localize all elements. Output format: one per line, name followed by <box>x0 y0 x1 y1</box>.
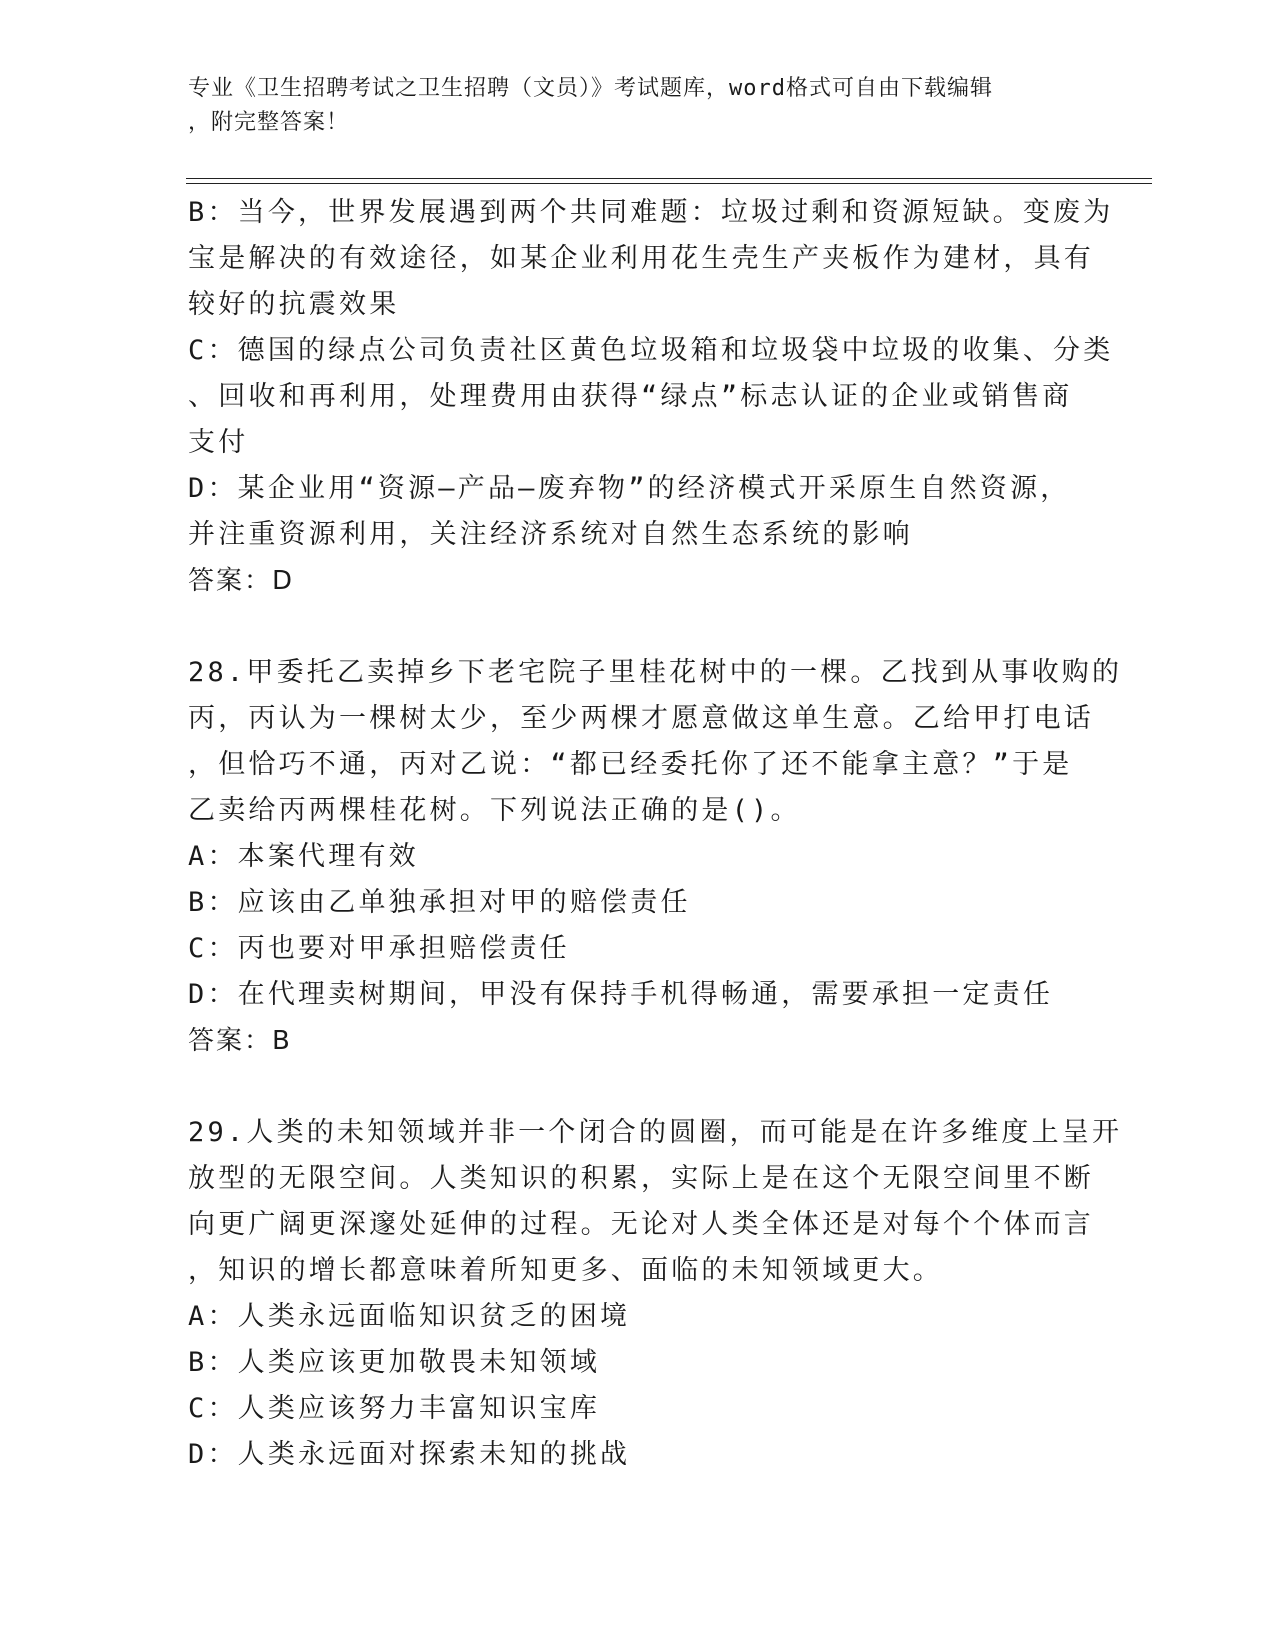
stem-line: 28.甲委托乙卖掉乡下老宅院子里桂花树中的一棵。乙找到从事收购的 <box>188 657 1123 688</box>
option-line: 、回收和再利用，处理费用由获得“绿点”标志认证的企业或销售商 <box>188 381 1073 412</box>
stem-line: ，知识的增长都意味着所知更多、面临的未知领域更大。 <box>188 1255 943 1286</box>
question-28-option-a: A：本案代理有效 <box>188 841 419 872</box>
question-27-option-c <box>188 328 1114 466</box>
question-29-option-d: D：人类永远面对探索未知的挑战 <box>188 1439 631 1470</box>
option-line: D：某企业用“资源—产品—废弃物”的经济模式开采原生自然资源， <box>188 473 1071 504</box>
stem-line: 乙卖给丙两棵桂花树。下列说法正确的是()。 <box>188 795 801 826</box>
header-divider-top <box>186 178 1152 179</box>
question-28-option-b: B：应该由乙单独承担对甲的赔偿责任 <box>188 887 691 918</box>
stem-line: 放型的无限空间。人类知识的积累，实际上是在这个无限空间里不断 <box>188 1163 1094 1194</box>
spacer <box>188 604 1088 650</box>
stem-line: 29.人类的未知领域并非一个闭合的圆圈，而可能是在许多维度上呈开 <box>188 1117 1123 1148</box>
question-27 <box>188 190 1114 604</box>
question-28-answer: 答案：B <box>188 1026 292 1056</box>
option-line: 宝是解决的有效途径，如某企业利用花生壳生产夹板作为建材，具有 <box>188 243 1094 274</box>
question-28-option-c: C：丙也要对甲承担赔偿责任 <box>188 933 570 964</box>
header-divider-bottom <box>186 183 1152 184</box>
question-29 <box>188 1110 1123 1478</box>
question-29-option-a: A：人类永远面临知识贫乏的困境 <box>188 1301 631 1332</box>
option-line: C：德国的绿点公司负责社区黄色垃圾箱和垃圾袋中垃圾的收集、分类 <box>188 335 1114 366</box>
option-line: 较好的抗震效果 <box>188 289 400 320</box>
option-line: 并注重资源利用，关注经济系统对自然生态系统的影响 <box>188 519 913 550</box>
document-header <box>188 72 1088 140</box>
question-29-option-b: B：人类应该更加敬畏未知领域 <box>188 1347 601 1378</box>
stem-line: ，但恰巧不通，丙对乙说：“都已经委托你了还不能拿主意？”于是 <box>188 749 1073 780</box>
header-line-1: 专业《卫生招聘考试之卫生招聘（文员）》考试题库，word格式可自由下载编辑 <box>188 76 993 101</box>
question-28 <box>188 650 1123 1064</box>
question-27-option-b <box>188 190 1114 328</box>
spacer <box>188 1064 1088 1110</box>
question-27-answer: 答案：D <box>188 566 295 596</box>
header-line-2: ，附完整答案！ <box>188 110 350 135</box>
question-28-stem <box>188 650 1123 834</box>
question-27-option-d <box>188 466 1088 558</box>
stem-line: 向更广阔更深邃处延伸的过程。无论对人类全体还是对每个个体而言 <box>188 1209 1094 1240</box>
question-content <box>188 190 1123 1478</box>
option-line: B：当今，世界发展遇到两个共同难题：垃圾过剩和资源短缺。变废为 <box>188 197 1114 228</box>
option-line: 支付 <box>188 427 249 458</box>
question-29-option-c: C：人类应该努力丰富知识宝库 <box>188 1393 601 1424</box>
stem-line: 丙，丙认为一棵树太少，至少两棵才愿意做这单生意。乙给甲打电话 <box>188 703 1094 734</box>
question-29-stem <box>188 1110 1123 1294</box>
question-28-option-d: D：在代理卖树期间，甲没有保持手机得畅通，需要承担一定责任 <box>188 979 1054 1010</box>
